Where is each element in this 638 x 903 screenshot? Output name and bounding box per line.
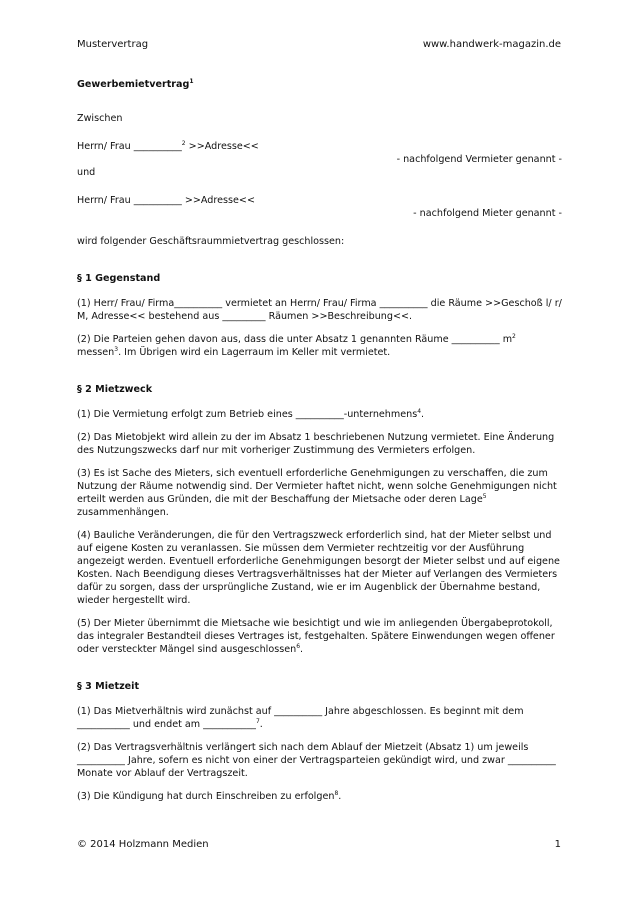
- landlord-line: Herrn/ Frau __________$^2$ >>Adresse<<: [77, 140, 259, 152]
- section-heading-3: § 3 Mietzeit: [77, 681, 140, 692]
- header-website: www.handwerk-magazin.de: [422, 39, 561, 50]
- section-heading-2: § 2 Mietzweck: [77, 384, 153, 395]
- tenant-role: - nachfolgend Mieter genannt -: [413, 208, 562, 219]
- footnote-ref: 5: [482, 493, 487, 500]
- paragraph: (4) Bauliche Veränderungen, die für den Vertragszweck erforderlich sind, hat der Mieter selbst und auf eigene Kosten zu veranlassen. Sie müssen dem Vermieter rechtzeitig vor der Ausführung angezeigt werden. Eventuell erforderliche Genehmigungen besorgt der Mieter selbst und auf eigene Kosten. Nach Beendigung dieses Vertragsverhältnisses hat der Mieter auf Verlangen des Vermieters dafür zu sorgen, dass der ursprüngliche Zustand, wie er im Augenblick der Übernahme bestand, wieder hergestellt wird.: [77, 530, 560, 606]
- landlord-role: - nachfolgend Vermieter genannt -: [396, 154, 562, 165]
- footnote-ref: 2: [181, 140, 186, 147]
- parties-intro: Zwischen: [77, 113, 123, 124]
- document-title: Gewerbemietvertrag$^1$: [77, 78, 194, 90]
- contract-intro: wird folgender Geschäftsraummietvertrag geschlossen:: [77, 236, 345, 247]
- page-header: [77, 39, 561, 50]
- footnote-ref: 8: [334, 790, 339, 797]
- footnote-ref: 3: [114, 346, 119, 353]
- page-number: 1: [554, 839, 561, 850]
- paragraph: (1) Herr/ Frau/ Firma__________ vermietet an Herrn/ Frau/ Firma __________ die Räume >>Geschoß l/ r/ M, Adresse<< bestehend aus _________ Räumen >>Beschreibung<<.: [77, 298, 562, 322]
- and-word: und: [77, 167, 96, 178]
- paragraph: (3) Die Kündigung hat durch Einschreiben zu erfolgen$^8$.: [77, 790, 342, 802]
- paragraph: (2) Die Parteien gehen davon aus, dass die unter Absatz 1 genannten Räume __________ $m^2$ messen$^3$. Im Übrigen wird ein Lagerraum im Keller mit vermietet.: [77, 333, 516, 358]
- paragraph: (2) Das Mietobjekt wird allein zu der im Absatz 1 beschriebenen Nutzung vermietet. Eine Änderung des Nutzungszwecks darf nur mit vorheriger Zustimmung des Vermieters erfolgen.: [77, 432, 555, 456]
- paragraph: (3) Es ist Sache des Mieters, sich eventuell erforderliche Genehmigungen zu verschaffen, die zum Nutzung der Räume notwendig sind. Der Vermieter haftet nicht, wenn solche Genehmigungen nicht erteilt werden aus Gründen, die mit der Beschaffung der Mietsache oder deren Lage$^5$ zusammenhängen.: [77, 468, 557, 518]
- page-footer: [77, 839, 561, 850]
- paragraph: (5) Der Mieter übernimmt die Mietsache wie besichtigt und wie im anliegenden Übergabeprotokoll, das integraler Bestandteil dieses Vertrages ist, festgehalten. Spätere Einwendungen wegen offener oder versteckter Mängel sind ausgeschlossen$^6$.: [77, 618, 555, 655]
- tenant-line: Herrn/ Frau __________ >>Adresse<<: [77, 195, 255, 206]
- footnote-ref: 4: [417, 408, 422, 415]
- footnote-ref: 1: [189, 78, 194, 85]
- copyright: © 2014 Holzmann Medien: [77, 839, 209, 850]
- document-body: [77, 78, 562, 803]
- paragraph: (2) Das Vertragsverhältnis verlängert sich nach dem Ablauf der Mietzeit (Absatz 1) um jeweils __________ Jahre, sofern es nicht von einer der Vertragsparteien gekündigt wird, und zwar __________ Monate vor Ablauf der Vertragszeit.: [77, 742, 556, 779]
- footnote-ref: 7: [255, 718, 260, 725]
- header-title: Mustervertrag: [77, 39, 149, 50]
- paragraph: (1) Das Mietverhältnis wird zunächst auf __________ Jahre abgeschlossen. Es beginnt mit dem ___________ und endet am ___________$^7$.: [77, 706, 524, 730]
- footnote-ref: 6: [296, 643, 301, 650]
- paragraph: (1) Die Vermietung erfolgt zum Betrieb eines __________-unternehmens$^4$.: [77, 408, 425, 420]
- section-heading-1: § 1 Gegenstand: [77, 273, 161, 284]
